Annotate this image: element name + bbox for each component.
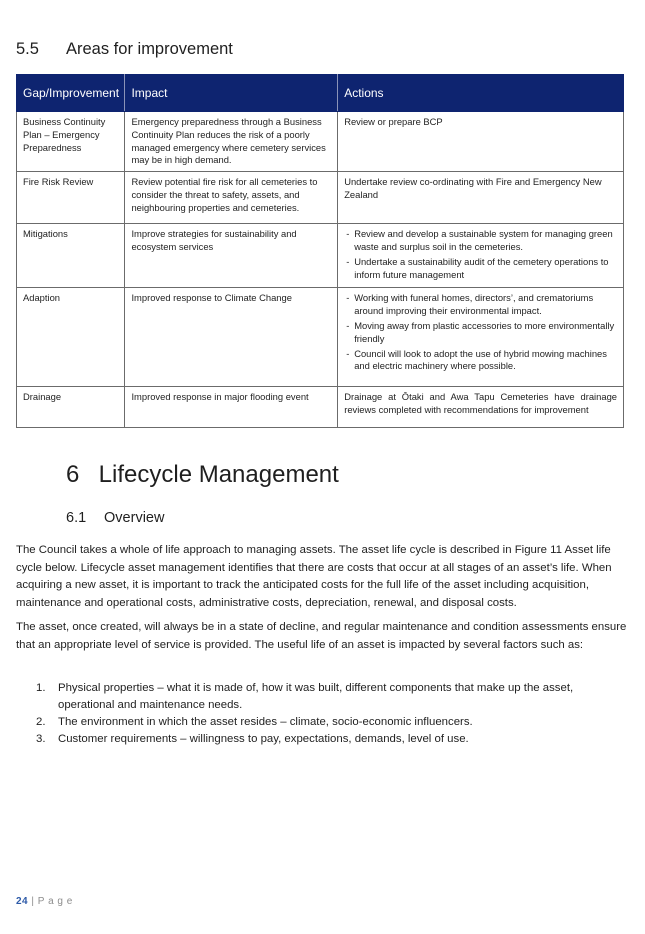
gap-cell: Drainage (17, 387, 125, 428)
action-item: - Working with funeral homes, directors’, and crematoriums around improving their environmental impact. (344, 292, 617, 318)
gap-cell: Business Continuity Plan – Emergency Preparedness (17, 112, 125, 172)
actions-cell: Drainage at Ōtaki and Awa Tapu Cemeteries have drainage reviews completed with recommendations for improvement (338, 387, 624, 428)
list-index: 1. (36, 682, 46, 694)
list-item (16, 680, 616, 714)
gap-cell: Fire Risk Review (17, 172, 125, 224)
actions-list (344, 292, 617, 373)
impact-cell: Review potential fire risk for all cemeteries to consider the threat to safety, assets, and neighbouring properties and cemeteries. (125, 172, 338, 224)
page-label: P a g e (37, 896, 73, 907)
action-item: - Moving away from plastic accessories to more environmentally friendly (344, 320, 617, 346)
subsection-heading (66, 510, 164, 526)
list-item (16, 714, 616, 731)
action-item: - Undertake a sustainability audit of the cemetery operations to inform future management (344, 256, 617, 282)
header-impact: Impact (125, 75, 338, 112)
table-row (17, 172, 624, 224)
improvement-table (16, 74, 624, 428)
subsection-title: Overview (104, 510, 165, 526)
list-text: The environment in which the asset resides – climate, socio-economic influencers. (58, 716, 473, 728)
actions-cell (338, 288, 624, 387)
list-text: Customer requirements – willingness to pay, expectations, demands, level of use. (58, 733, 469, 745)
actions-cell: Review or prepare BCP (338, 112, 624, 172)
footer-separator: | (31, 896, 35, 907)
list-index: 2. (36, 716, 46, 728)
actions-list (344, 228, 617, 281)
action-item: - Review and develop a sustainable system for managing green waste and surplus soil in the cemeteries. (344, 228, 617, 254)
gap-cell: Mitigations (17, 224, 125, 288)
subsection-number: 6.1 (66, 510, 87, 526)
page-footer (16, 896, 73, 907)
chapter-title: Lifecycle Management (98, 461, 339, 488)
actions-cell (338, 224, 624, 288)
actions-cell: Undertake review co-ordinating with Fire and Emergency New Zealand (338, 172, 624, 224)
section-heading (16, 40, 233, 59)
table-row (17, 387, 624, 428)
impact-cell: Emergency preparedness through a Business Continuity Plan reduces the risk of a poorly managed emergency where cemetery services may be in high demand. (125, 112, 338, 172)
table-header-row (17, 75, 624, 112)
list-item (16, 731, 616, 748)
impact-cell: Improved response to Climate Change (125, 288, 338, 387)
table-row (17, 288, 624, 387)
page-number: 24 (16, 896, 29, 907)
chapter-number: 6 (66, 461, 80, 488)
header-gap: Gap/Improvement (17, 75, 125, 112)
section-title: Areas for improvement (66, 40, 233, 58)
header-actions: Actions (338, 75, 624, 112)
list-text: Physical properties – what it is made of, how it was built, different components that make up the asset, operational and maintenance needs. (58, 682, 574, 711)
action-item: - Council will look to adopt the use of hybrid mowing machines and electric machinery where possible. (344, 348, 617, 374)
gap-cell: Adaption (17, 288, 125, 387)
impact-cell: Improve strategies for sustainability and ecosystem services (125, 224, 338, 288)
impact-cell: Improved response in major flooding event (125, 387, 338, 428)
section-number: 5.5 (16, 40, 39, 58)
chapter-heading (66, 461, 339, 489)
factors-list (16, 680, 616, 748)
paragraph: The Council takes a whole of life approach to managing assets. The asset life cycle is described in Figure 11 Asset life cycle below. Lifecycle asset management identifies that there are costs that occur at all stages of an asset’s life. When acquiring a new asset, it is important to track the anticipated costs for the full life of the asset including acquisition, maintenance and operational costs, administrative costs, depreciation, renewal, and disposal costs. (16, 544, 612, 609)
table-row (17, 224, 624, 288)
list-index: 3. (36, 733, 46, 745)
table-row (17, 112, 624, 172)
paragraph: The asset, once created, will always be in a state of decline, and regular maintenance and condition assessments ensure that an appropriate level of service is provided. The useful life of an asset is impacted by several factors such as: (16, 621, 627, 651)
